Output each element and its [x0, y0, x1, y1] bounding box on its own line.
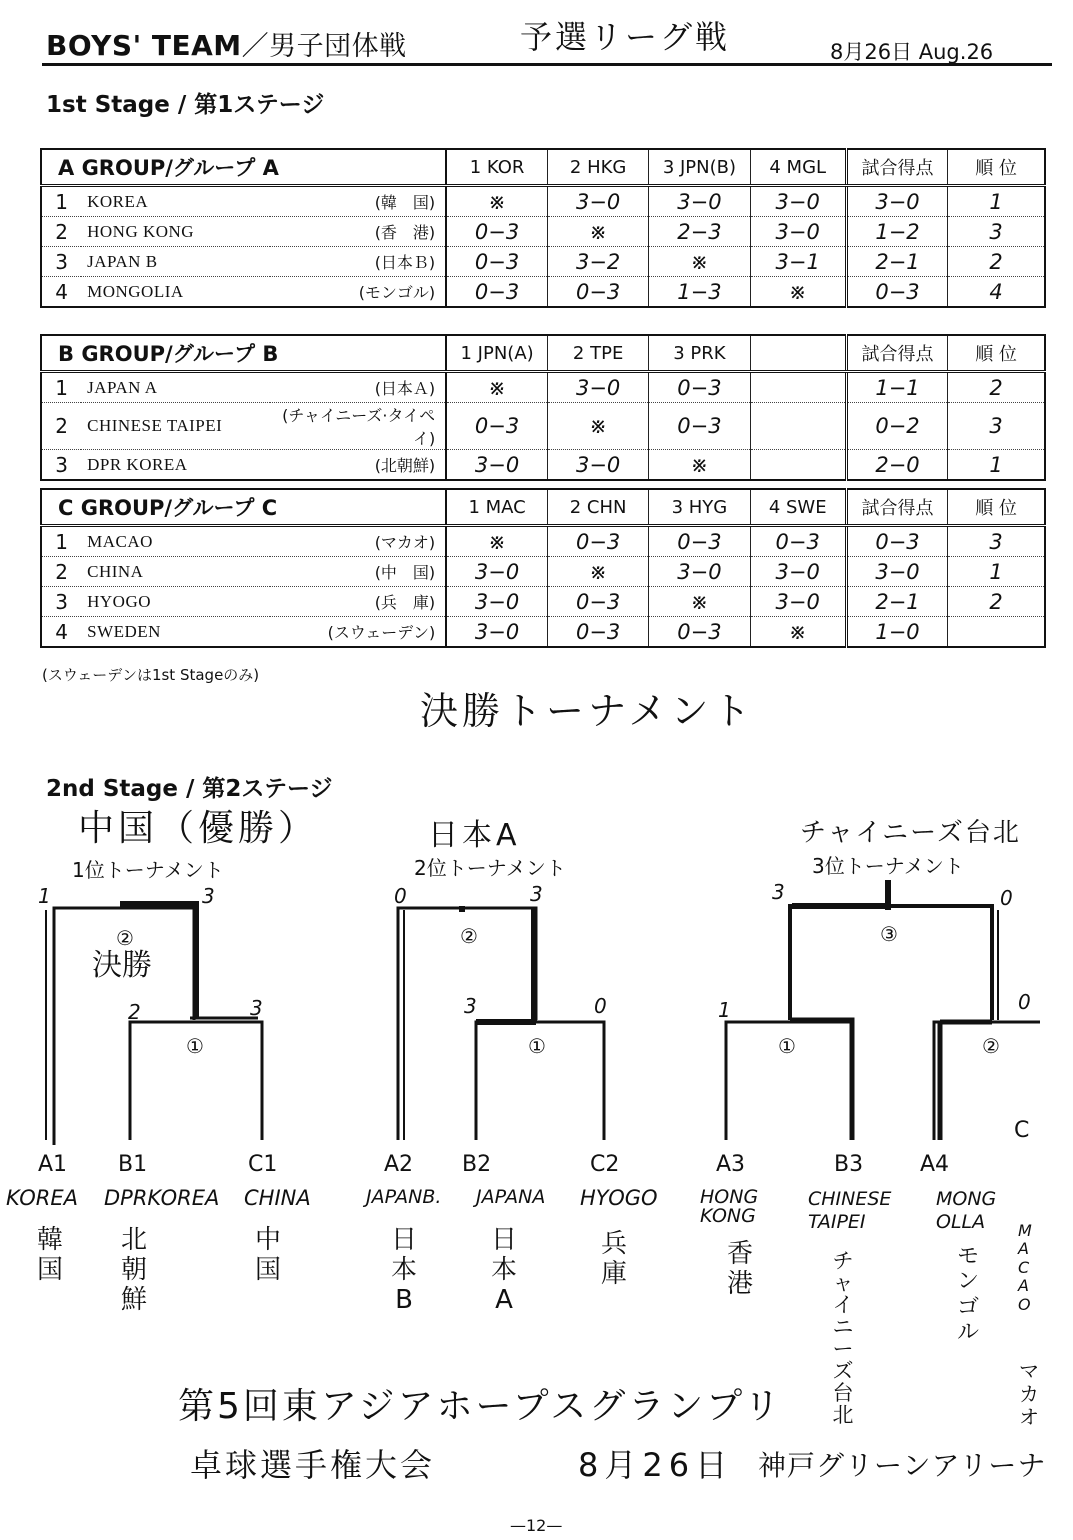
match-score: ※	[547, 403, 648, 450]
row-number: 4	[55, 279, 68, 304]
rank: 1	[948, 450, 1045, 481]
rank: 2	[948, 587, 1045, 617]
match-score: 3−0	[750, 557, 846, 587]
b3-team-mongolia: MONG OLLA	[936, 1188, 997, 1233]
b1-final-circle: ②	[116, 926, 134, 950]
b1-team-korea: KOREA	[6, 1186, 78, 1210]
match-score: 3−0	[446, 617, 547, 648]
row-number: 4	[55, 619, 68, 644]
b3-slot-c: C	[1014, 1118, 1030, 1143]
team-name: JAPAN A	[81, 372, 270, 403]
stage1-heading: 1st Stage / 第1ステージ	[46, 92, 325, 118]
column-header: 順 位	[948, 489, 1045, 526]
match-score: 0−3	[547, 526, 648, 557]
match-score: 0−3	[547, 587, 648, 617]
column-header: 1 MAC	[446, 489, 547, 526]
event-title-line2: 卓球選手権大会	[190, 1446, 436, 1484]
b2-tournament-name: 2位トーナメント	[414, 856, 566, 880]
b2-score-right: 3	[530, 882, 543, 906]
column-header: 4 SWE	[750, 489, 846, 526]
rank: 3	[948, 217, 1045, 247]
b1-champion-label: 中国（優勝）	[78, 808, 319, 849]
column-header: 試合得点	[846, 335, 947, 372]
b2-slot-c2: C2	[590, 1152, 620, 1177]
rank: 3	[948, 403, 1045, 450]
team-name: MACAO	[81, 526, 270, 557]
stage2-heading: 2nd Stage / 第2ステージ	[46, 776, 333, 802]
b3-team-hongkong: HONG KONG	[700, 1186, 759, 1227]
row-number: 3	[55, 452, 68, 477]
match-score: 0−3	[446, 277, 547, 308]
rank: 2	[948, 372, 1045, 403]
b1-score-left: 1	[38, 884, 51, 908]
handwritten-preliminary-label: 予選リーグ戦	[520, 18, 731, 56]
match-points: 2−1	[846, 587, 947, 617]
b3-jp-taipei: チャイニーズ台北	[832, 1249, 854, 1428]
b1-semi-circle: ①	[186, 1034, 204, 1058]
b2-team-hyogo: HYOGO	[580, 1186, 658, 1210]
match-points: 1−1	[846, 372, 947, 403]
rank: 1	[948, 186, 1045, 217]
match-score: 3−0	[547, 186, 648, 217]
match-points: 0−3	[846, 526, 947, 557]
b3-semi1-circle: ①	[778, 1034, 796, 1058]
match-score: 0−3	[649, 526, 750, 557]
match-score: ※	[547, 217, 648, 247]
match-score: 3−0	[446, 557, 547, 587]
column-header: 4 MGL	[750, 149, 846, 186]
b3-jp-hongkong: 香港	[726, 1239, 753, 1299]
match-score: ※	[446, 372, 547, 403]
match-score: 0−3	[547, 617, 648, 648]
team-name: KOREA	[81, 186, 270, 217]
b1-tournament-name: 1位トーナメント	[72, 858, 224, 882]
header-date: 8月26日 Aug.26	[830, 40, 994, 64]
column-header: 試合得点	[846, 489, 947, 526]
b2-jp-japanb: 日本B	[390, 1225, 417, 1315]
team-name-jp: (韓 国)	[270, 186, 447, 217]
b3-semi1-win	[790, 1020, 852, 1140]
b2-team-japanb: JAPANB.	[366, 1186, 442, 1208]
column-header: 3 PRK	[649, 335, 750, 372]
match-points: 1−2	[846, 217, 947, 247]
b1-jp-korea: 韓国	[36, 1225, 63, 1285]
team-name-jp: (チャイニーズ·タイペイ)	[270, 403, 447, 450]
b1-final-label: 決勝	[92, 948, 152, 983]
team-name-jp: (日本Ｂ)	[270, 247, 447, 277]
b3-team-taipei: CHINESE TAIPEI	[808, 1188, 892, 1233]
b3-semi1-left-score: 1	[718, 998, 731, 1022]
b3-slot-a3: A3	[716, 1152, 746, 1177]
b3-final-circle: ③	[880, 922, 898, 946]
b1-jp-dprk: 北朝鮮	[120, 1225, 147, 1315]
team-name: JAPAN B	[81, 247, 270, 277]
match-score: 3−0	[446, 587, 547, 617]
match-score: 3−0	[547, 450, 648, 481]
group-title: A GROUP/グループ A	[41, 149, 446, 186]
match-score: ※	[649, 587, 750, 617]
team-name-jp: (香 港)	[270, 217, 447, 247]
b2-final-circle: ②	[460, 924, 478, 948]
rank: 3	[948, 526, 1045, 557]
match-score: 3−0	[750, 587, 846, 617]
b3-score-right: 0	[1000, 886, 1013, 910]
column-header: 2 CHN	[547, 489, 648, 526]
team-name: HONG KONG	[81, 217, 270, 247]
match-score: 3−0	[750, 186, 846, 217]
b1-jp-china: 中国	[254, 1225, 281, 1285]
rank: 2	[948, 247, 1045, 277]
column-header: 2 HKG	[547, 149, 648, 186]
b1-semi-left-score: 2	[128, 1000, 141, 1024]
b3-slot-b3: B3	[834, 1152, 864, 1177]
event-title-line1: 第5回東アジアホープスグランプリ	[178, 1386, 783, 1427]
team-name-jp: (北朝鮮)	[270, 450, 447, 481]
team-name-jp: (マカオ)	[270, 526, 447, 557]
match-score: 0−3	[649, 372, 750, 403]
match-score: 3−0	[750, 217, 846, 247]
b3-tournament-name: 3位トーナメント	[812, 854, 964, 878]
group-title: B GROUP/グループ B	[41, 335, 446, 372]
team-name: CHINA	[81, 557, 270, 587]
match-score: ※	[446, 526, 547, 557]
match-score: 0−3	[446, 247, 547, 277]
match-points: 0−3	[846, 277, 947, 308]
team-name-jp: (日本Ａ)	[270, 372, 447, 403]
match-score: 3−0	[649, 557, 750, 587]
team-name: DPR KOREA	[87, 454, 188, 474]
b1-slot-c1: C1	[248, 1152, 278, 1177]
match-score: 0−3	[649, 617, 750, 648]
column-header: 2 TPE	[547, 335, 648, 372]
group-title: C GROUP/グループ C	[41, 489, 446, 526]
b2-semi-circle: ①	[528, 1034, 546, 1058]
column-header: 順 位	[948, 149, 1045, 186]
row-number: 2	[41, 403, 81, 450]
row-number: 1	[41, 372, 81, 403]
b1-team-dprk: DPRKOREA	[104, 1186, 220, 1210]
b2-slot-b2: B2	[462, 1152, 492, 1177]
team-name: HYOGO	[81, 587, 270, 617]
team-name: MONGOLIA	[87, 281, 184, 301]
match-score: 0−3	[649, 403, 750, 450]
match-score: 1−3	[649, 277, 750, 308]
b2-semi-left-score: 3	[464, 994, 477, 1018]
match-points: 2−1	[846, 247, 947, 277]
match-score: 3−0	[547, 372, 648, 403]
match-score: ※	[446, 186, 547, 217]
column-header: 3 HYG	[649, 489, 750, 526]
b3-semi2-right-score: 0	[1018, 990, 1031, 1014]
b2-semi-right-score: 0	[594, 994, 607, 1018]
row-number: 2	[41, 557, 81, 587]
b1-semi-right-score: 3	[250, 996, 263, 1020]
match-score: 2−3	[649, 217, 750, 247]
team-name-jp: (スウェーデン)	[270, 617, 447, 648]
match-score: 3−0	[649, 186, 750, 217]
b1-score-right: 3	[202, 884, 215, 908]
match-score: ※	[649, 450, 750, 481]
column-header: 1 JPN(A)	[446, 335, 547, 372]
match-score: ※	[750, 277, 846, 308]
b3-slot-a4: A4	[920, 1152, 950, 1177]
b1-team-china: CHINA	[244, 1186, 311, 1210]
match-score: 0−3	[446, 403, 547, 450]
match-points: 0−2	[846, 403, 947, 450]
title-en: BOYS' TEAM	[46, 29, 242, 62]
match-score: 3−0	[446, 450, 547, 481]
b3-final-win	[792, 880, 888, 910]
title-jp: ／男子団体戦	[241, 31, 407, 62]
b3-champion-label: チャイニーズ台北	[800, 818, 1021, 848]
final-tournament-title: 決勝トーナメント	[420, 689, 755, 733]
b2-champion-label: 日本A	[428, 818, 521, 853]
rank: 1	[948, 557, 1045, 587]
match-score: 0−3	[446, 217, 547, 247]
match-score: 0−3	[750, 526, 846, 557]
sweden-note: (スウェーデンは1st Stageのみ)	[42, 666, 260, 684]
match-score: ※	[750, 617, 846, 648]
row-number: 2	[41, 217, 81, 247]
b3-team-macao: MACAO	[1018, 1221, 1032, 1314]
b3-score-left: 3	[772, 880, 785, 904]
b2-score-left: 0	[394, 884, 407, 908]
b2-jp-hyogo: 兵庫	[600, 1229, 627, 1289]
column-header: 1 KOR	[446, 149, 547, 186]
rank: 4	[948, 277, 1045, 308]
match-points: 1−0	[846, 617, 947, 648]
match-score: 3−1	[750, 247, 846, 277]
match-score: 0−3	[547, 277, 648, 308]
row-number: 3	[41, 247, 81, 277]
match-points: 2−0	[846, 450, 947, 481]
team-name: CHINESE TAIPEI	[81, 403, 270, 450]
b1-slot-a1: A1	[38, 1152, 68, 1177]
team-name-jp: (兵 庫)	[270, 587, 447, 617]
event-venue: 神戸グリーンアリーナ	[758, 1449, 1047, 1482]
column-header: 3 JPN(B)	[649, 149, 750, 186]
column-header: 順 位	[948, 335, 1045, 372]
column-header: 試合得点	[846, 149, 947, 186]
b1-slot-b1: B1	[118, 1152, 148, 1177]
b2-slot-a2: A2	[384, 1152, 414, 1177]
team-name-jp: (中 国)	[270, 557, 447, 587]
b3-jp-macao: マカオ	[1019, 1359, 1039, 1429]
b2-jp-japana: 日本A	[490, 1225, 517, 1315]
match-score: 3−2	[547, 247, 648, 277]
event-date: 8月26日	[578, 1446, 734, 1484]
row-number: 1	[41, 186, 81, 217]
row-number: 3	[41, 587, 81, 617]
row-number: 1	[41, 526, 81, 557]
match-score: ※	[547, 557, 648, 587]
b3-semi2-circle: ②	[982, 1034, 1000, 1058]
b2-team-japana: JAPANA	[476, 1186, 546, 1208]
match-points: 3−0	[846, 557, 947, 587]
b3-jp-mongolia: モンゴル	[956, 1244, 979, 1345]
team-name: SWEDEN	[87, 621, 161, 641]
match-points: 3−0	[846, 186, 947, 217]
page-number: —12—	[510, 1516, 563, 1535]
match-score: ※	[649, 247, 750, 277]
team-name-jp: (モンゴル)	[270, 277, 447, 308]
